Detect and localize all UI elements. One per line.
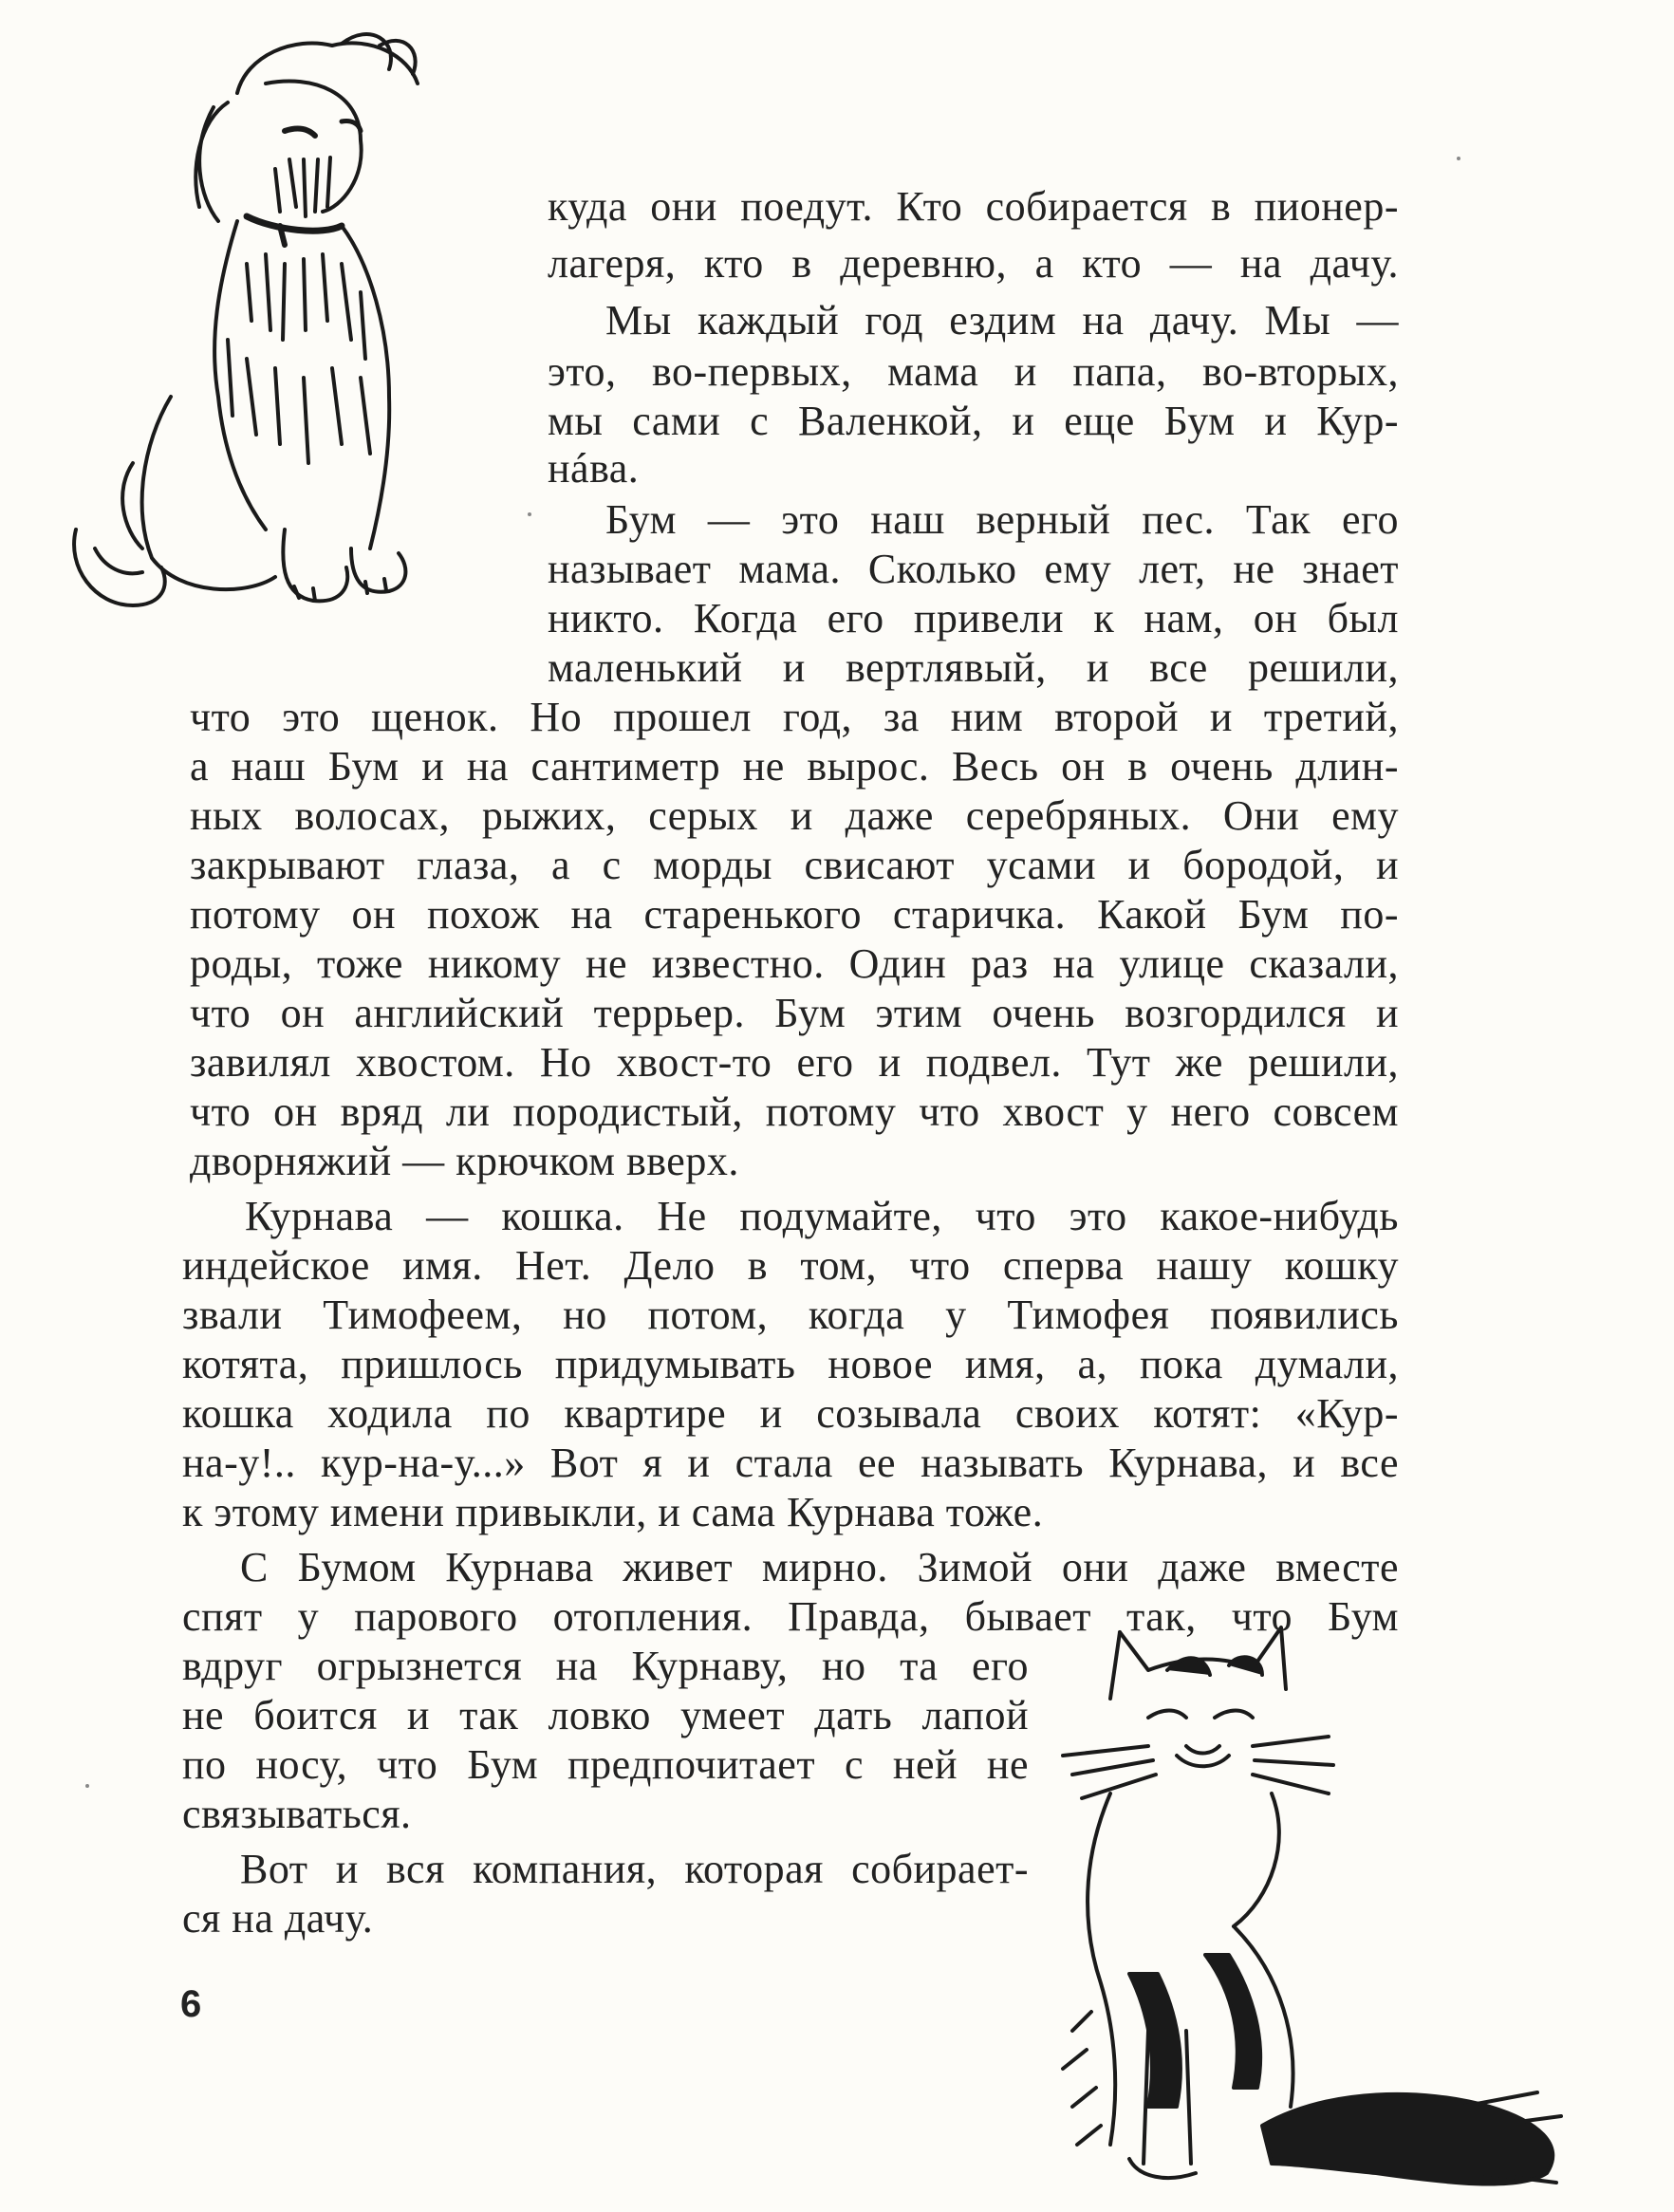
text-line: связываться. <box>182 1791 412 1837</box>
text-line: ся на дачу. <box>182 1895 374 1942</box>
text-line: звали Тимофеем, но потом, когда у Тимофея появились <box>182 1292 1399 1338</box>
dog-illustration <box>57 17 550 643</box>
text-line: маленький и вертлявый, и все решили, <box>548 644 1399 691</box>
print-speck <box>85 1784 89 1788</box>
print-speck <box>528 512 531 516</box>
text-line: лагеря, кто в деревню, а кто — на дачу. <box>548 240 1399 287</box>
text-line: котята, пришлось придумывать новое имя, а, пока думали, <box>182 1341 1399 1387</box>
text-line: завилял хвостом. Но хвост-то его и подвел. Тут же решили, <box>190 1039 1399 1086</box>
cat-illustration <box>1044 1613 1575 2202</box>
text-line: потому он похож на старенького старичка. Какой Бум по- <box>190 891 1399 938</box>
text-line: Курнава — кошка. Не подумайте, что это какое-нибудь <box>245 1193 1399 1239</box>
text-line: роды, тоже никому не известно. Один раз на улице сказали, <box>190 940 1399 987</box>
text-line: по носу, что Бум предпочитает с ней не <box>182 1741 1029 1788</box>
text-line: дворняжий — крючком вверх. <box>190 1138 739 1184</box>
text-line: кошка ходила по квартире и созывала своих котят: «Кур- <box>182 1390 1399 1437</box>
text-line: это, во-первых, мама и папа, во-вторых, <box>548 348 1399 395</box>
print-speck <box>1457 157 1460 160</box>
text-line: никто. Когда его привели к нам, он был <box>548 595 1399 641</box>
text-line: называет мама. Сколько ему лет, не знает <box>548 546 1399 592</box>
text-line: индейское имя. Нет. Дело в том, что сперва нашу кошку <box>182 1242 1399 1289</box>
text-line: не боится и так ловко умеет дать лапой <box>182 1692 1029 1738</box>
text-line: С Бумом Курнава живет мирно. Зимой они даже вместе <box>240 1544 1399 1590</box>
text-line: мы сами с Валенкой, и еще Бум и Кур- <box>548 398 1399 444</box>
text-line: что он английский террьер. Бум этим очень возгордился и <box>190 990 1399 1036</box>
text-line: на-у!.. кур-на-у...» Вот я и стала ее называть Курнава, и все <box>182 1440 1399 1486</box>
text-line: закрывают глаза, а с морды свисают усами и бородой, и <box>190 842 1399 888</box>
text-line: нáва. <box>548 445 640 492</box>
text-line: Вот и вся компания, которая собирает- <box>240 1846 1029 1892</box>
text-line: к этому имени привыкли, и сама Курнава тоже. <box>182 1489 1044 1535</box>
text-line: а наш Бум и на сантиметр не вырос. Весь он в очень длин- <box>190 743 1399 790</box>
text-line: куда они поедут. Кто собирается в пионер- <box>548 183 1399 230</box>
text-line: ных волосах, рыжих, серых и даже серебряных. Они ему <box>190 792 1399 839</box>
text-line: вдруг огрызнется на Курнаву, но та его <box>182 1643 1029 1689</box>
text-line: что он вряд ли породистый, потому что хвост у него совсем <box>190 1088 1399 1135</box>
text-line: Бум — это наш верный пес. Так его <box>605 496 1399 543</box>
text-line: спят у парового отопления. Правда, бывает так, что Бум <box>182 1593 1399 1640</box>
page-number: 6 <box>180 1983 202 2025</box>
text-line: Мы каждый год ездим на дачу. Мы — <box>605 297 1399 344</box>
text-line: что это щенок. Но прошел год, за ним второй и третий, <box>190 694 1399 740</box>
